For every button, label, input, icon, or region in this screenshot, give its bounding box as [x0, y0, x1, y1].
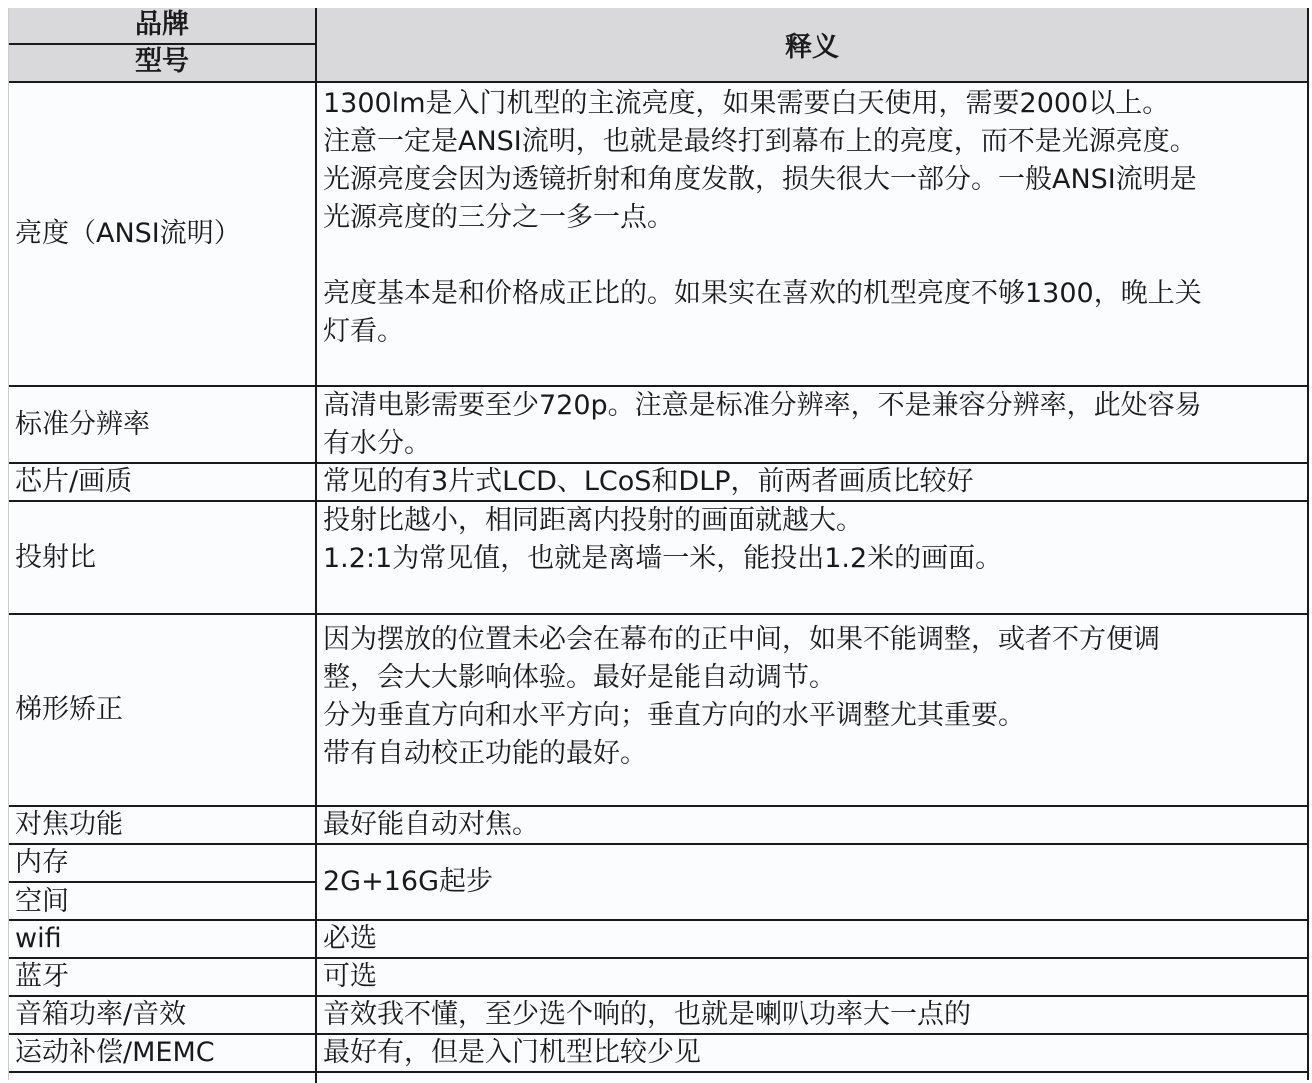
table-header	[9, 8, 1307, 83]
description-line: 整，会大大影响体验。最好是能自动调节。	[323, 662, 836, 693]
row-label	[9, 997, 317, 1033]
table-row-focus	[9, 807, 1307, 845]
row-label-text: 标准分辨率	[15, 408, 150, 440]
description-line: 2G+16G起步	[323, 866, 494, 897]
row-label-memory	[9, 845, 317, 883]
description-line: 常见的有3片式LCD、LCoS和DLP，前两者画质比较好	[323, 466, 974, 497]
row-label-text: 投射比	[15, 541, 96, 573]
row-description	[317, 845, 1307, 919]
row-description	[317, 1035, 1307, 1071]
row-label-text: 对焦功能	[15, 809, 123, 840]
row-label	[9, 959, 317, 995]
table-row-memory-storage	[9, 845, 1307, 921]
description-line: 因为摆放的位置未必会在幕布的正中间，如果不能调整，或者不方便调	[323, 624, 1160, 655]
description-line: 必选	[323, 923, 377, 954]
row-label-text: 运动补偿/MEMC	[15, 1037, 215, 1068]
table-row-keystone	[9, 615, 1307, 807]
description-line: 投射比越小，相同距离内投射的画面就越大。	[323, 505, 863, 536]
table-row-partial	[9, 1073, 1307, 1083]
table-row-memc	[9, 1035, 1307, 1073]
row-label-storage	[9, 883, 317, 919]
row-label	[9, 921, 317, 957]
row-label-empty	[9, 1073, 317, 1083]
description-line: 亮度基本是和价格成正比的。如果实在喜欢的机型亮度不够1300，晚上关	[323, 278, 1202, 309]
description-line: 注意一定是ANSI流明，也就是最终打到幕布上的亮度，而不是光源亮度。	[323, 126, 1197, 157]
row-label-text: 梯形矫正	[15, 694, 123, 725]
row-description	[317, 959, 1307, 995]
row-description	[317, 83, 1307, 385]
header-brand	[9, 8, 317, 45]
row-label-text: 音箱功率/音效	[15, 999, 187, 1030]
row-label-text: 亮度（ANSI流明）	[15, 218, 241, 249]
row-label	[9, 464, 317, 500]
row-label	[9, 502, 317, 613]
table-row-speaker	[9, 997, 1307, 1035]
description-line: 光源亮度的三分之一多一点。	[323, 202, 674, 233]
row-description	[317, 615, 1307, 805]
row-description	[317, 464, 1307, 500]
row-description	[317, 502, 1307, 613]
header-model-label: 型号	[135, 46, 189, 77]
description-line: 有水分。	[323, 428, 431, 459]
description-line: 高清电影需要至少720p。注意是标准分辨率，不是兼容分辨率，此处容易	[323, 390, 1202, 421]
spec-table	[8, 8, 1309, 1080]
description-line: 最好有，但是入门机型比较少见	[323, 1037, 701, 1068]
header-model	[9, 45, 317, 81]
table-row-brightness	[9, 83, 1307, 387]
row-label	[9, 83, 317, 385]
row-label	[9, 1035, 317, 1071]
description-line: 分为垂直方向和水平方向；垂直方向的水平调整尤其重要。	[323, 700, 1025, 731]
description-line: 最好能自动对焦。	[323, 809, 539, 840]
row-label-text: 芯片/画质	[15, 466, 133, 497]
row-label-text: 空间	[15, 886, 69, 917]
table-row-resolution	[9, 387, 1307, 464]
row-label-text: 内存	[15, 847, 69, 878]
table-row-wifi	[9, 921, 1307, 959]
description-line: 灯看。	[323, 316, 404, 347]
row-label-text: wifi	[15, 923, 62, 954]
header-brand-label: 品牌	[135, 9, 189, 40]
description-line: 1.2:1为常见值，也就是离墙一米，能投出1.2米的画面。	[323, 543, 1003, 574]
description-line: 光源亮度会因为透镜折射和角度发散，损失很大一部分。一般ANSI流明是	[323, 164, 1197, 195]
table-row-throw-ratio	[9, 502, 1307, 615]
row-description	[317, 387, 1307, 462]
row-label	[9, 615, 317, 805]
row-label	[9, 807, 317, 843]
row-label	[9, 387, 317, 462]
description-blank-line	[323, 237, 1307, 275]
description-line: 音效我不懂，至少选个响的，也就是喇叭功率大一点的	[323, 999, 971, 1030]
header-definition-label: 释义	[785, 32, 839, 63]
row-description	[317, 997, 1307, 1033]
description-line: 1300lm是入门机型的主流亮度，如果需要白天使用，需要2000以上。	[323, 88, 1170, 119]
description-line: 带有自动校正功能的最好。	[323, 738, 647, 769]
table-row-bluetooth	[9, 959, 1307, 997]
row-description	[317, 921, 1307, 957]
description-line: 可选	[323, 961, 377, 992]
header-definition	[317, 8, 1307, 81]
table-row-chip	[9, 464, 1307, 502]
row-description	[317, 807, 1307, 843]
row-label-text: 蓝牙	[15, 961, 69, 992]
